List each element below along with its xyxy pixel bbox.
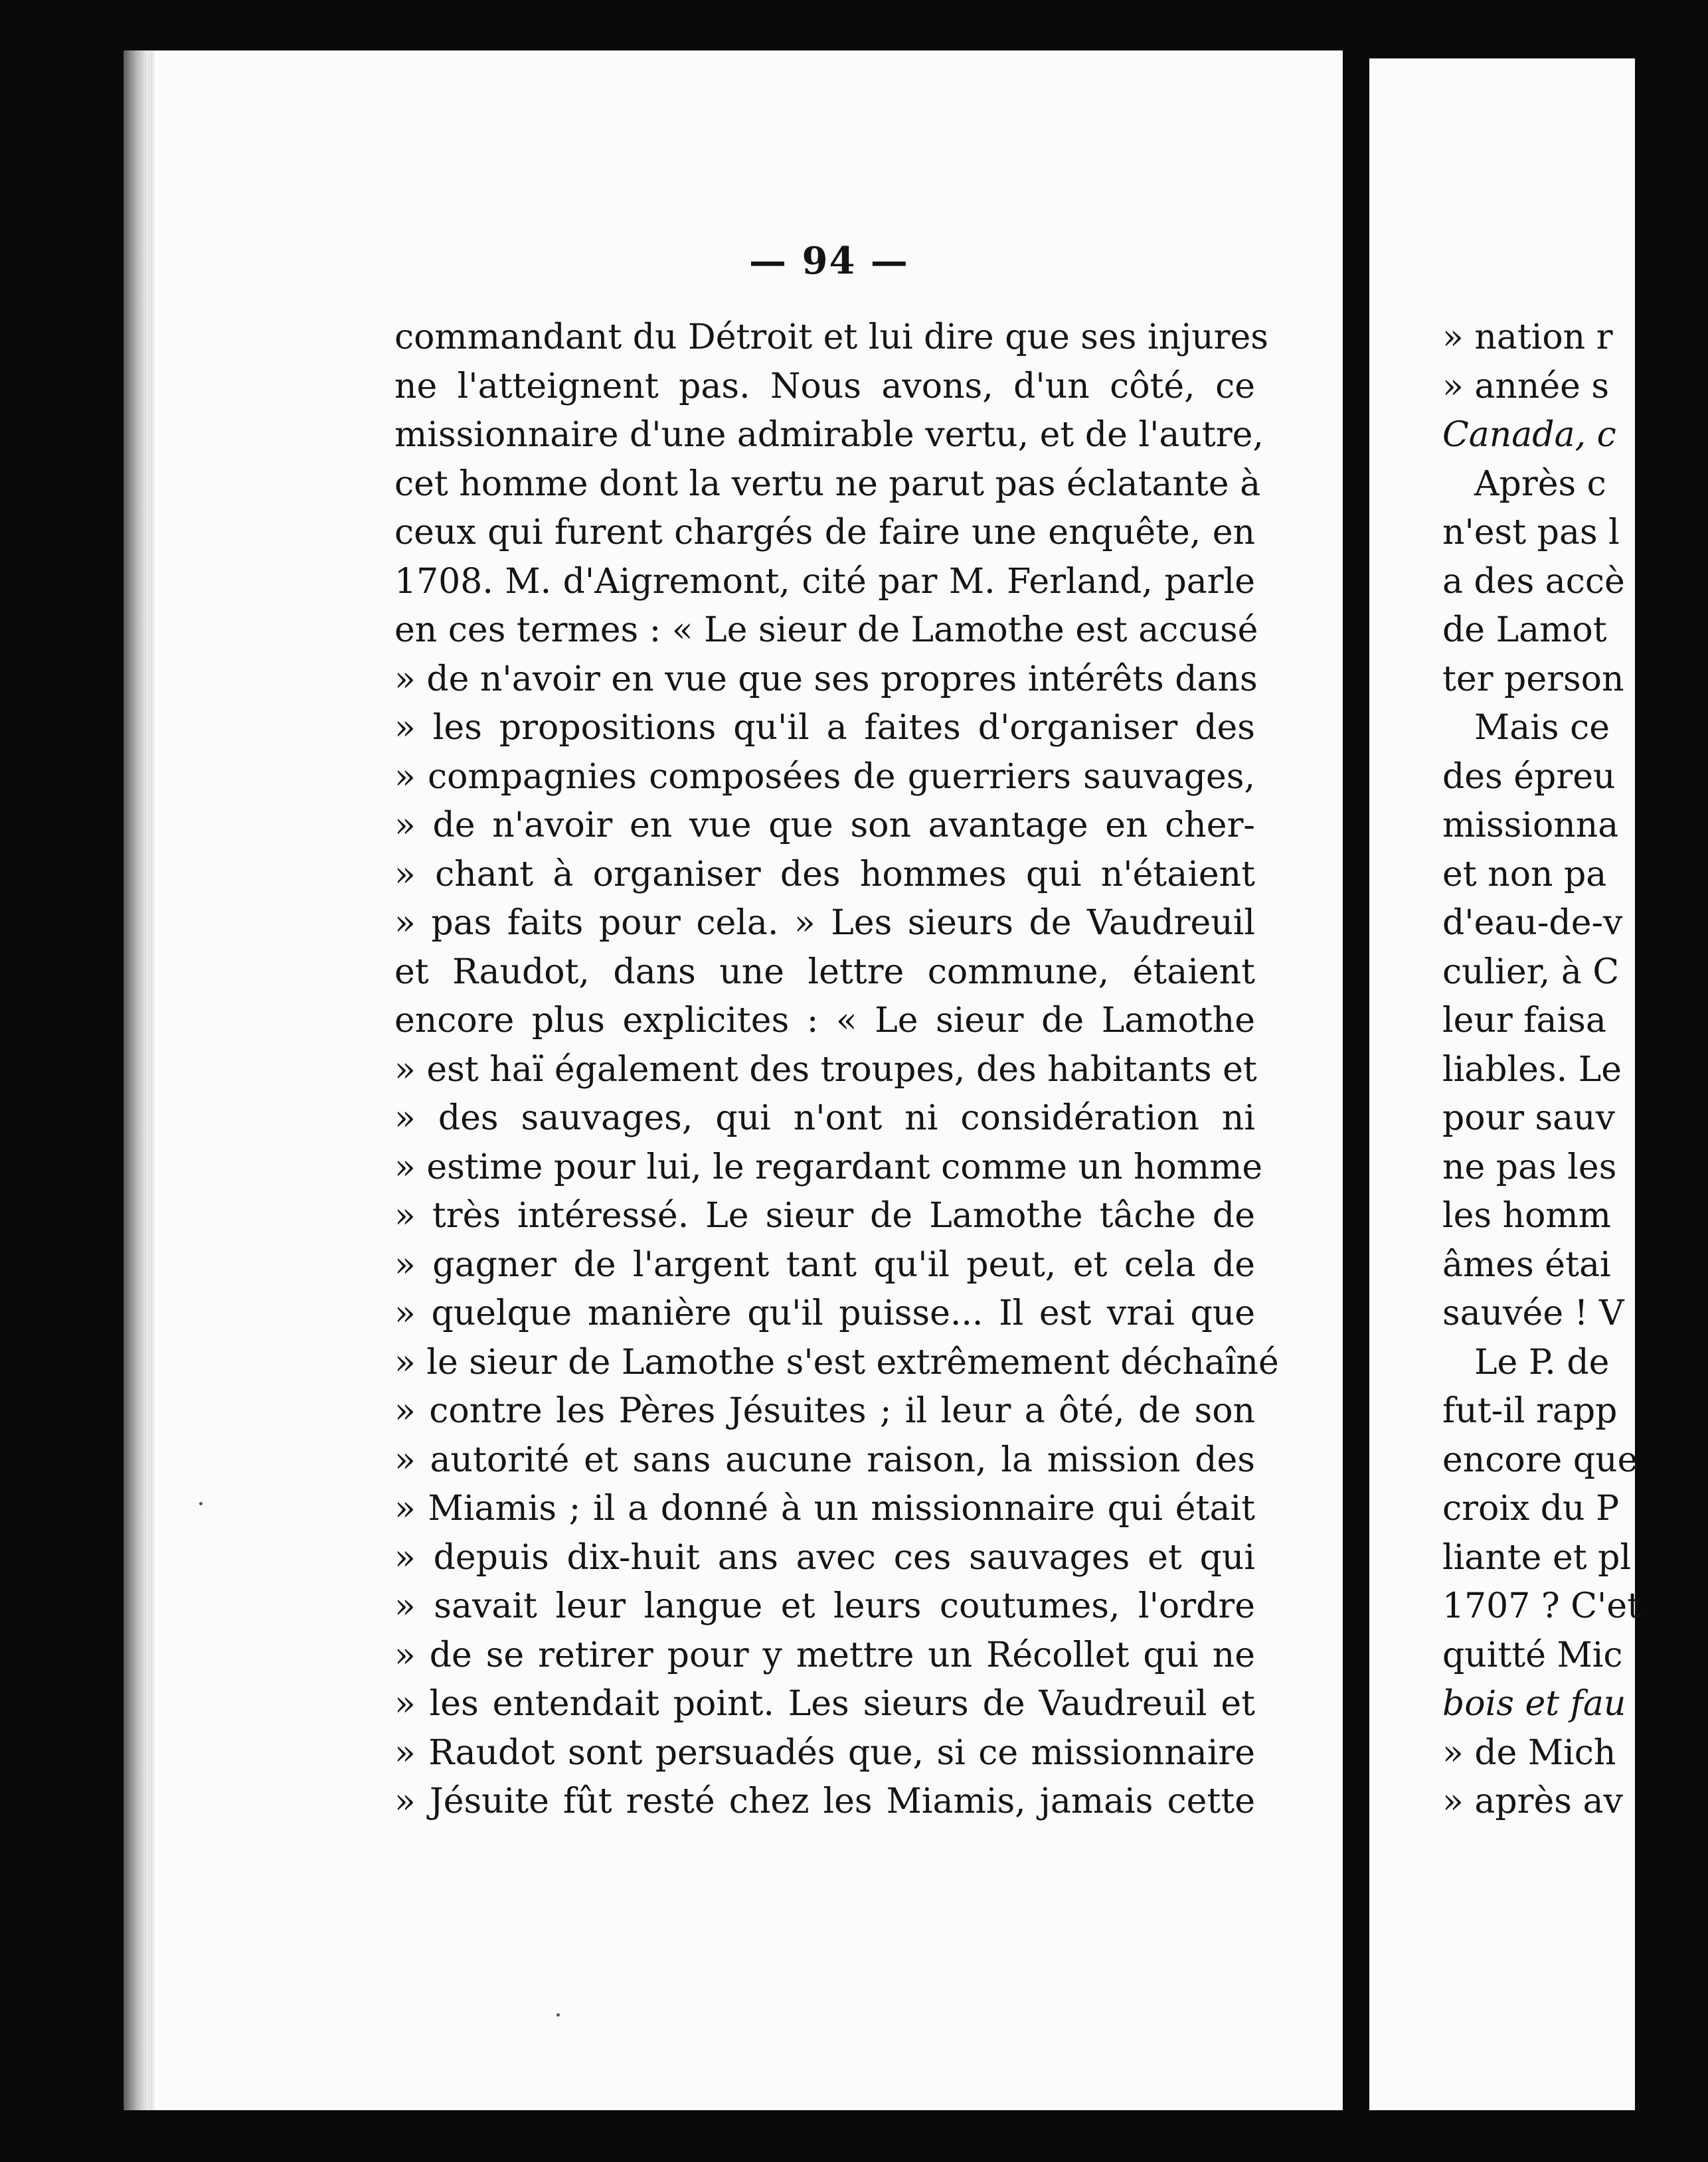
text-line: » très intéressé. Le sieur de Lamothe tâche de (394, 1196, 1255, 1236)
text-line: culier, à C (1442, 952, 1620, 992)
text-line: » de n'avoir en vue que son avantage en cher- (394, 805, 1255, 845)
text-line: » gagner de l'argent tant qu'il peut, et cela de (394, 1244, 1255, 1285)
text-line: » après av (1442, 1782, 1623, 1821)
text-line: a des accè (1442, 561, 1625, 602)
text-line: 1707 ? C'et (1442, 1586, 1642, 1626)
ink-speck (199, 1502, 203, 1505)
text-line: » quelque manière qu'il puisse... Il est vrai que (394, 1293, 1255, 1333)
text-line: quitté Mic (1442, 1635, 1623, 1675)
ink-speck (556, 2013, 560, 2017)
text-line: » Jésuite fût resté chez les Miamis, jamais cette (394, 1782, 1255, 1821)
text-line: missionna (1442, 805, 1619, 845)
text-line: » les entendait point. Les sieurs de Vaudreuil et (394, 1684, 1255, 1724)
text-line: Le P. de (1474, 1342, 1610, 1382)
text-line: ne pas les (1442, 1147, 1617, 1187)
text-line: fut-il rapp (1442, 1391, 1618, 1431)
text-line: » chant à organiser des hommes qui n'étaient (394, 854, 1255, 894)
text-line: » de n'avoir en vue que ses propres intérêts dans (394, 659, 1258, 699)
text-line: » de Mich (1442, 1732, 1616, 1773)
text-line: d'eau-de-v (1442, 903, 1623, 943)
text-line: » les propositions qu'il a faites d'organiser des (394, 708, 1255, 748)
text-line: » compagnies composées de guerriers sauvages, (394, 756, 1255, 797)
text-line: en ces termes : « Le sieur de Lamothe est accusé (394, 610, 1258, 650)
text-line: liante et pl (1442, 1537, 1632, 1578)
text-line: » depuis dix-huit ans avec ces sauvages et qui (394, 1537, 1255, 1578)
text-line: ne l'atteignent pas. Nous avons, d'un côté, ce (394, 366, 1255, 406)
text-line: liables. Le (1442, 1049, 1622, 1090)
text-line: ter person (1442, 659, 1624, 699)
text-line: âmes étai (1442, 1244, 1611, 1285)
text-line: et non pa (1442, 854, 1607, 894)
text-line: » est haï également des troupes, des habitants et (394, 1049, 1257, 1090)
right-page-text (1442, 313, 1708, 1827)
text-line: » contre les Pères Jésuites ; il leur a ôté, de son (394, 1391, 1255, 1431)
text-line: commandant du Détroit et lui dire que ses injures (394, 317, 1268, 357)
text-line: Après c (1474, 463, 1606, 504)
page-edge-lines (146, 50, 154, 2110)
text-line: encore que (1442, 1440, 1638, 1480)
text-line: bois et fau (1442, 1684, 1626, 1724)
text-line: croix du P (1442, 1489, 1620, 1529)
text-line: missionnaire d'une admirable vertu, et de l'autre, (394, 415, 1264, 455)
text-line: » autorité et sans aucune raison, la mission des (394, 1440, 1255, 1480)
left-page-text (394, 313, 1279, 1827)
text-line: et Raudot, dans une lettre commune, étaient (394, 952, 1255, 992)
text-line: » année s (1442, 366, 1610, 406)
text-line: n'est pas l (1442, 513, 1620, 552)
text-line: Canada, c (1442, 415, 1616, 455)
text-line: » estime pour lui, le regardant comme un homme (394, 1147, 1263, 1187)
text-line: 1708. M. d'Aigremont, cité par M. Ferland, parle (394, 561, 1255, 602)
text-line: sauvée ! V (1442, 1293, 1624, 1333)
text-line: » des sauvages, qui n'ont ni considération ni (394, 1098, 1255, 1138)
text-line: cet homme dont la vertu ne parut pas éclatante à (394, 463, 1261, 504)
text-line: » nation r (1442, 317, 1613, 357)
text-line: de Lamot (1442, 610, 1607, 650)
text-line: encore plus explicites : « Le sieur de Lamothe (394, 1001, 1255, 1040)
text-line: Mais ce (1474, 708, 1610, 748)
text-line: pour sauv (1442, 1098, 1616, 1138)
text-line: » de se retirer pour y mettre un Récollet qui ne (394, 1635, 1255, 1675)
text-line: des épreu (1442, 756, 1616, 797)
text-line: » le sieur de Lamothe s'est extrêmement déchaîné (394, 1342, 1279, 1382)
page-number: — 94 — (749, 239, 909, 283)
text-line: » savait leur langue et leurs coutumes, l'ordre (394, 1586, 1255, 1626)
page-edge-shadow (124, 50, 146, 2110)
text-line: » Raudot sont persuadés que, si ce missionnaire (394, 1732, 1255, 1773)
text-line: » Miamis ; il a donné à un missionnaire qui était (394, 1489, 1255, 1529)
text-line: les homm (1442, 1196, 1612, 1236)
text-line: leur faisa (1442, 1001, 1606, 1040)
text-line: » pas faits pour cela. » Les sieurs de Vaudreuil (394, 903, 1255, 943)
text-line: ceux qui furent chargés de faire une enquête, en (394, 513, 1255, 552)
